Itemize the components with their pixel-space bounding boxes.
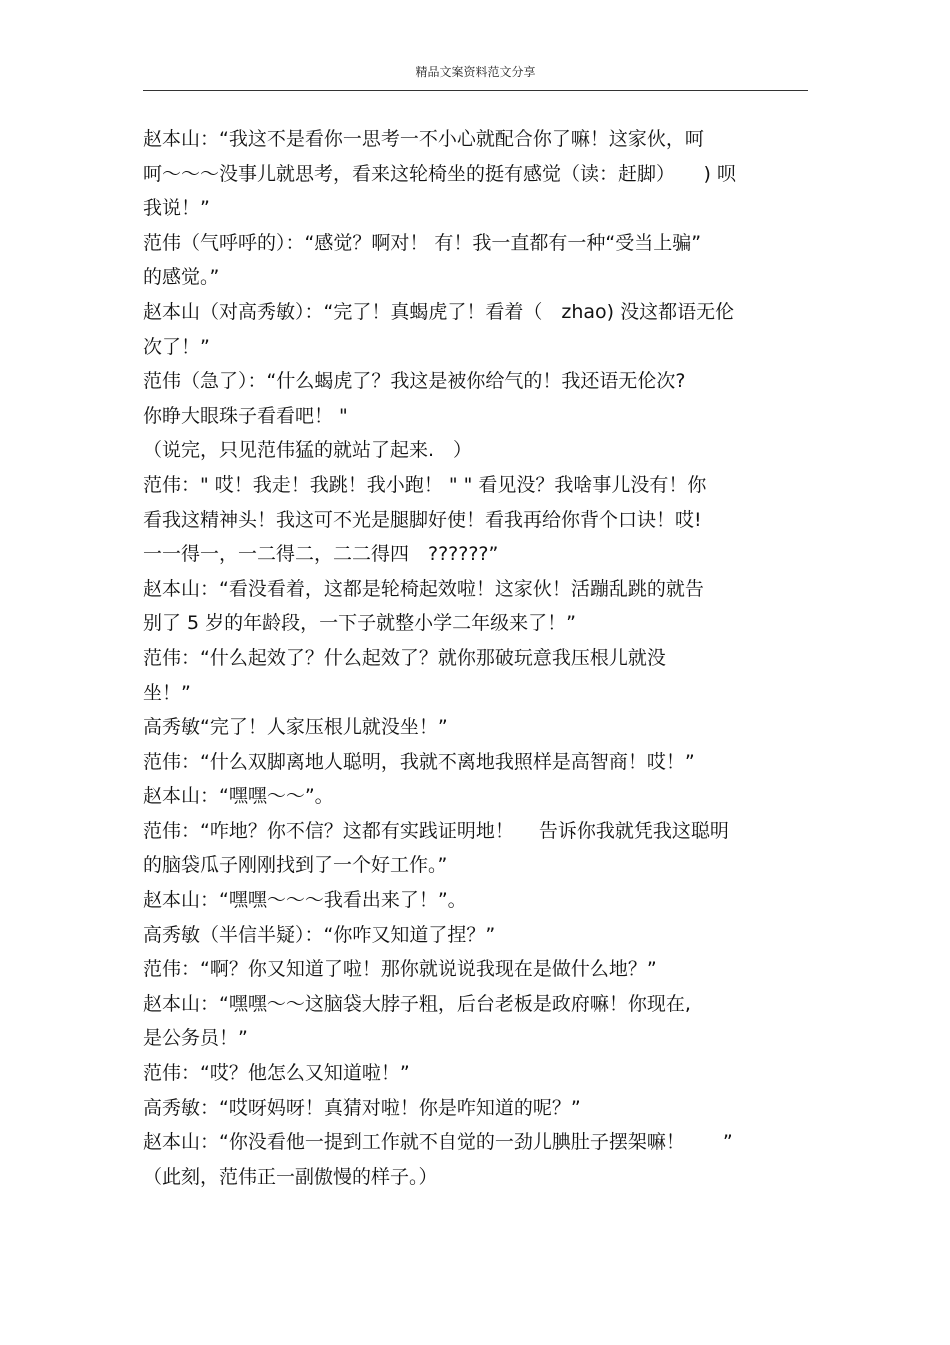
dialogue-line: 呵～～～没事儿就思考，看来这轮椅坐的挺有感觉（读：赶脚） ) 呗	[143, 162, 736, 185]
dialogue-line: 范伟：“咋地？你不信？这都有实践证明地！ 告诉你我就凭我这聪明	[143, 819, 729, 842]
dialogue-line: 范伟：" 哎！我走！我跳！我小跑！ " " 看见没？我啥事儿没有！你	[143, 473, 707, 496]
stage-direction: （此刻，范伟正一副傲慢的样子。）	[143, 1165, 438, 1188]
dialogue-line: 你睁大眼珠子看看吧！ "	[143, 404, 348, 427]
dialogue-line: 赵本山：“嘿嘿～～”。	[143, 785, 334, 808]
dialogue-line: 的脑袋瓜子刚刚找到了一个好工作。”	[143, 854, 448, 877]
dialogue-line: 次了！”	[143, 335, 210, 358]
dialogue-line: 的感觉。”	[143, 266, 220, 289]
dialogue-line: 坐！”	[143, 681, 191, 704]
dialogue-line: 范伟：“什么双脚离地人聪明，我就不离地我照样是高智商！哎！”	[143, 750, 695, 773]
dialogue-line: 看我这精神头！我这可不光是腿脚好使！看我再给你背个口诀！哎!	[143, 508, 702, 531]
script-body	[143, 122, 823, 1194]
dialogue-line: 赵本山：“嘿嘿～～这脑袋大脖子粗，后台老板是政府嘛！你现在,	[143, 992, 691, 1015]
dialogue-line: 范伟：“啊？你又知道了啦！那你就说说我现在是做什么地？”	[143, 958, 657, 981]
dialogue-line: 赵本山：“嘿嘿～～～我看出来了！”。	[143, 889, 467, 912]
dialogue-line: 别了 5 岁的年龄段，一下子就整小学二年级来了！”	[143, 612, 577, 635]
dialogue-line: 赵本山：“你没看他一提到工作就不自觉的一劲儿腆肚子摆架嘛！ ”	[143, 1131, 733, 1154]
dialogue-line: 高秀敏：“哎呀妈呀！真猜对啦！你是咋知道的呢？”	[143, 1096, 581, 1119]
dialogue-line: 范伟：“哎？他怎么又知道啦！”	[143, 1062, 410, 1085]
dialogue-line: 范伟（气呼呼的）：“感觉？啊对！ 有！我一直都有一种“受当上骗”	[143, 231, 702, 254]
dialogue-line: 一一得一，一二得二，二二得四 ??????”	[143, 543, 499, 566]
dialogue-line: 高秀敏（半信半疑）：“你咋又知道了捏？”	[143, 923, 496, 946]
header-divider	[143, 90, 808, 91]
dialogue-line: 范伟（急了）：“什么蝎虎了？我这是被你给气的！我还语无伦次?	[143, 370, 686, 393]
dialogue-line: 我说！”	[143, 197, 210, 220]
dialogue-line: 赵本山：“看没看着，这都是轮椅起效啦！这家伙！活蹦乱跳的就告	[143, 577, 704, 600]
stage-direction: （说完，只见范伟猛的就站了起来. ）	[143, 439, 473, 462]
page-header: 精品文案资料范文分享	[415, 65, 536, 79]
dialogue-line: 赵本山：“我这不是看你一思考一不小心就配合你了嘛！这家伙，呵	[143, 128, 704, 150]
dialogue-line: 高秀敏“完了！人家压根儿就没坐！”	[143, 716, 448, 739]
dialogue-line: 是公务员！”	[143, 1027, 248, 1050]
dialogue-line: 范伟：“什么起效了？什么起效了？就你那破玩意我压根儿就没	[143, 646, 666, 669]
dialogue-line: 赵本山（对高秀敏）：“完了！真蝎虎了！看着（ zhao) 没这都语无伦	[143, 300, 735, 323]
